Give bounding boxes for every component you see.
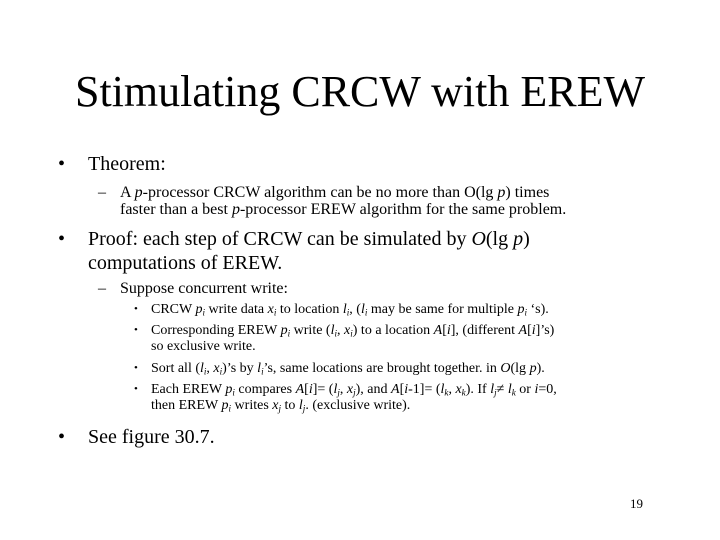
bullet-marker: • [58, 153, 66, 175]
slide-title: Stimulating CRCW with EREW [75, 67, 645, 116]
dot-marker: • [134, 324, 138, 336]
point-3-text: Sort all ($l_i$, $x_i)’s$ by $l_i’s$, same locations are brought together. in O(lg p). [151, 361, 545, 377]
theorem-statement-line1: A p-processor CRCW algorithm can be no more than O(lg p) times [120, 184, 550, 201]
dot-marker: • [134, 383, 138, 395]
dot-marker: • [134, 303, 138, 315]
figure-reference: See figure 30.7. [88, 426, 215, 448]
point-1-text: CRCW $p_i$ write data $x_i$ to location $l_i$, ($l_i$ may be same for multiple $p_i$ ‘s). [151, 302, 549, 318]
point-2-line2: so exclusive write. [151, 339, 256, 354]
dash-marker: – [98, 184, 106, 201]
point-2-text: Corresponding EREW $p_i$ write ($l_i$, $x_i$) to a location A[i], (different A[i]’s) [151, 323, 555, 339]
bullet-marker: • [58, 228, 66, 250]
theorem-statement-line2: faster than a best p-processor EREW algorithm for the same problem. [120, 201, 567, 218]
dash-marker: – [98, 280, 106, 297]
proof-subpoint-text: Suppose concurrent write: [120, 280, 288, 297]
dot-marker: • [134, 362, 138, 374]
point-4-text: Each EREW $p_i$ compares $A[i]= (l_j$, $x_j$), and $A[i-1]= (l_k$, $x_k$). If $l_j\ne l_k$ or i=0, [151, 382, 557, 398]
proof-line2: computations of EREW. [88, 252, 283, 274]
theorem-label: Theorem: [88, 153, 166, 175]
bullet-marker: • [58, 426, 66, 448]
proof-line1: Proof: each step of CRCW can be simulated by O(lg p) [88, 228, 530, 250]
point-4-line2: then EREW $p_i$ writes $x_j$ to $l_j$. (exclusive write). [151, 398, 411, 414]
page-number: 19 [630, 496, 643, 511]
